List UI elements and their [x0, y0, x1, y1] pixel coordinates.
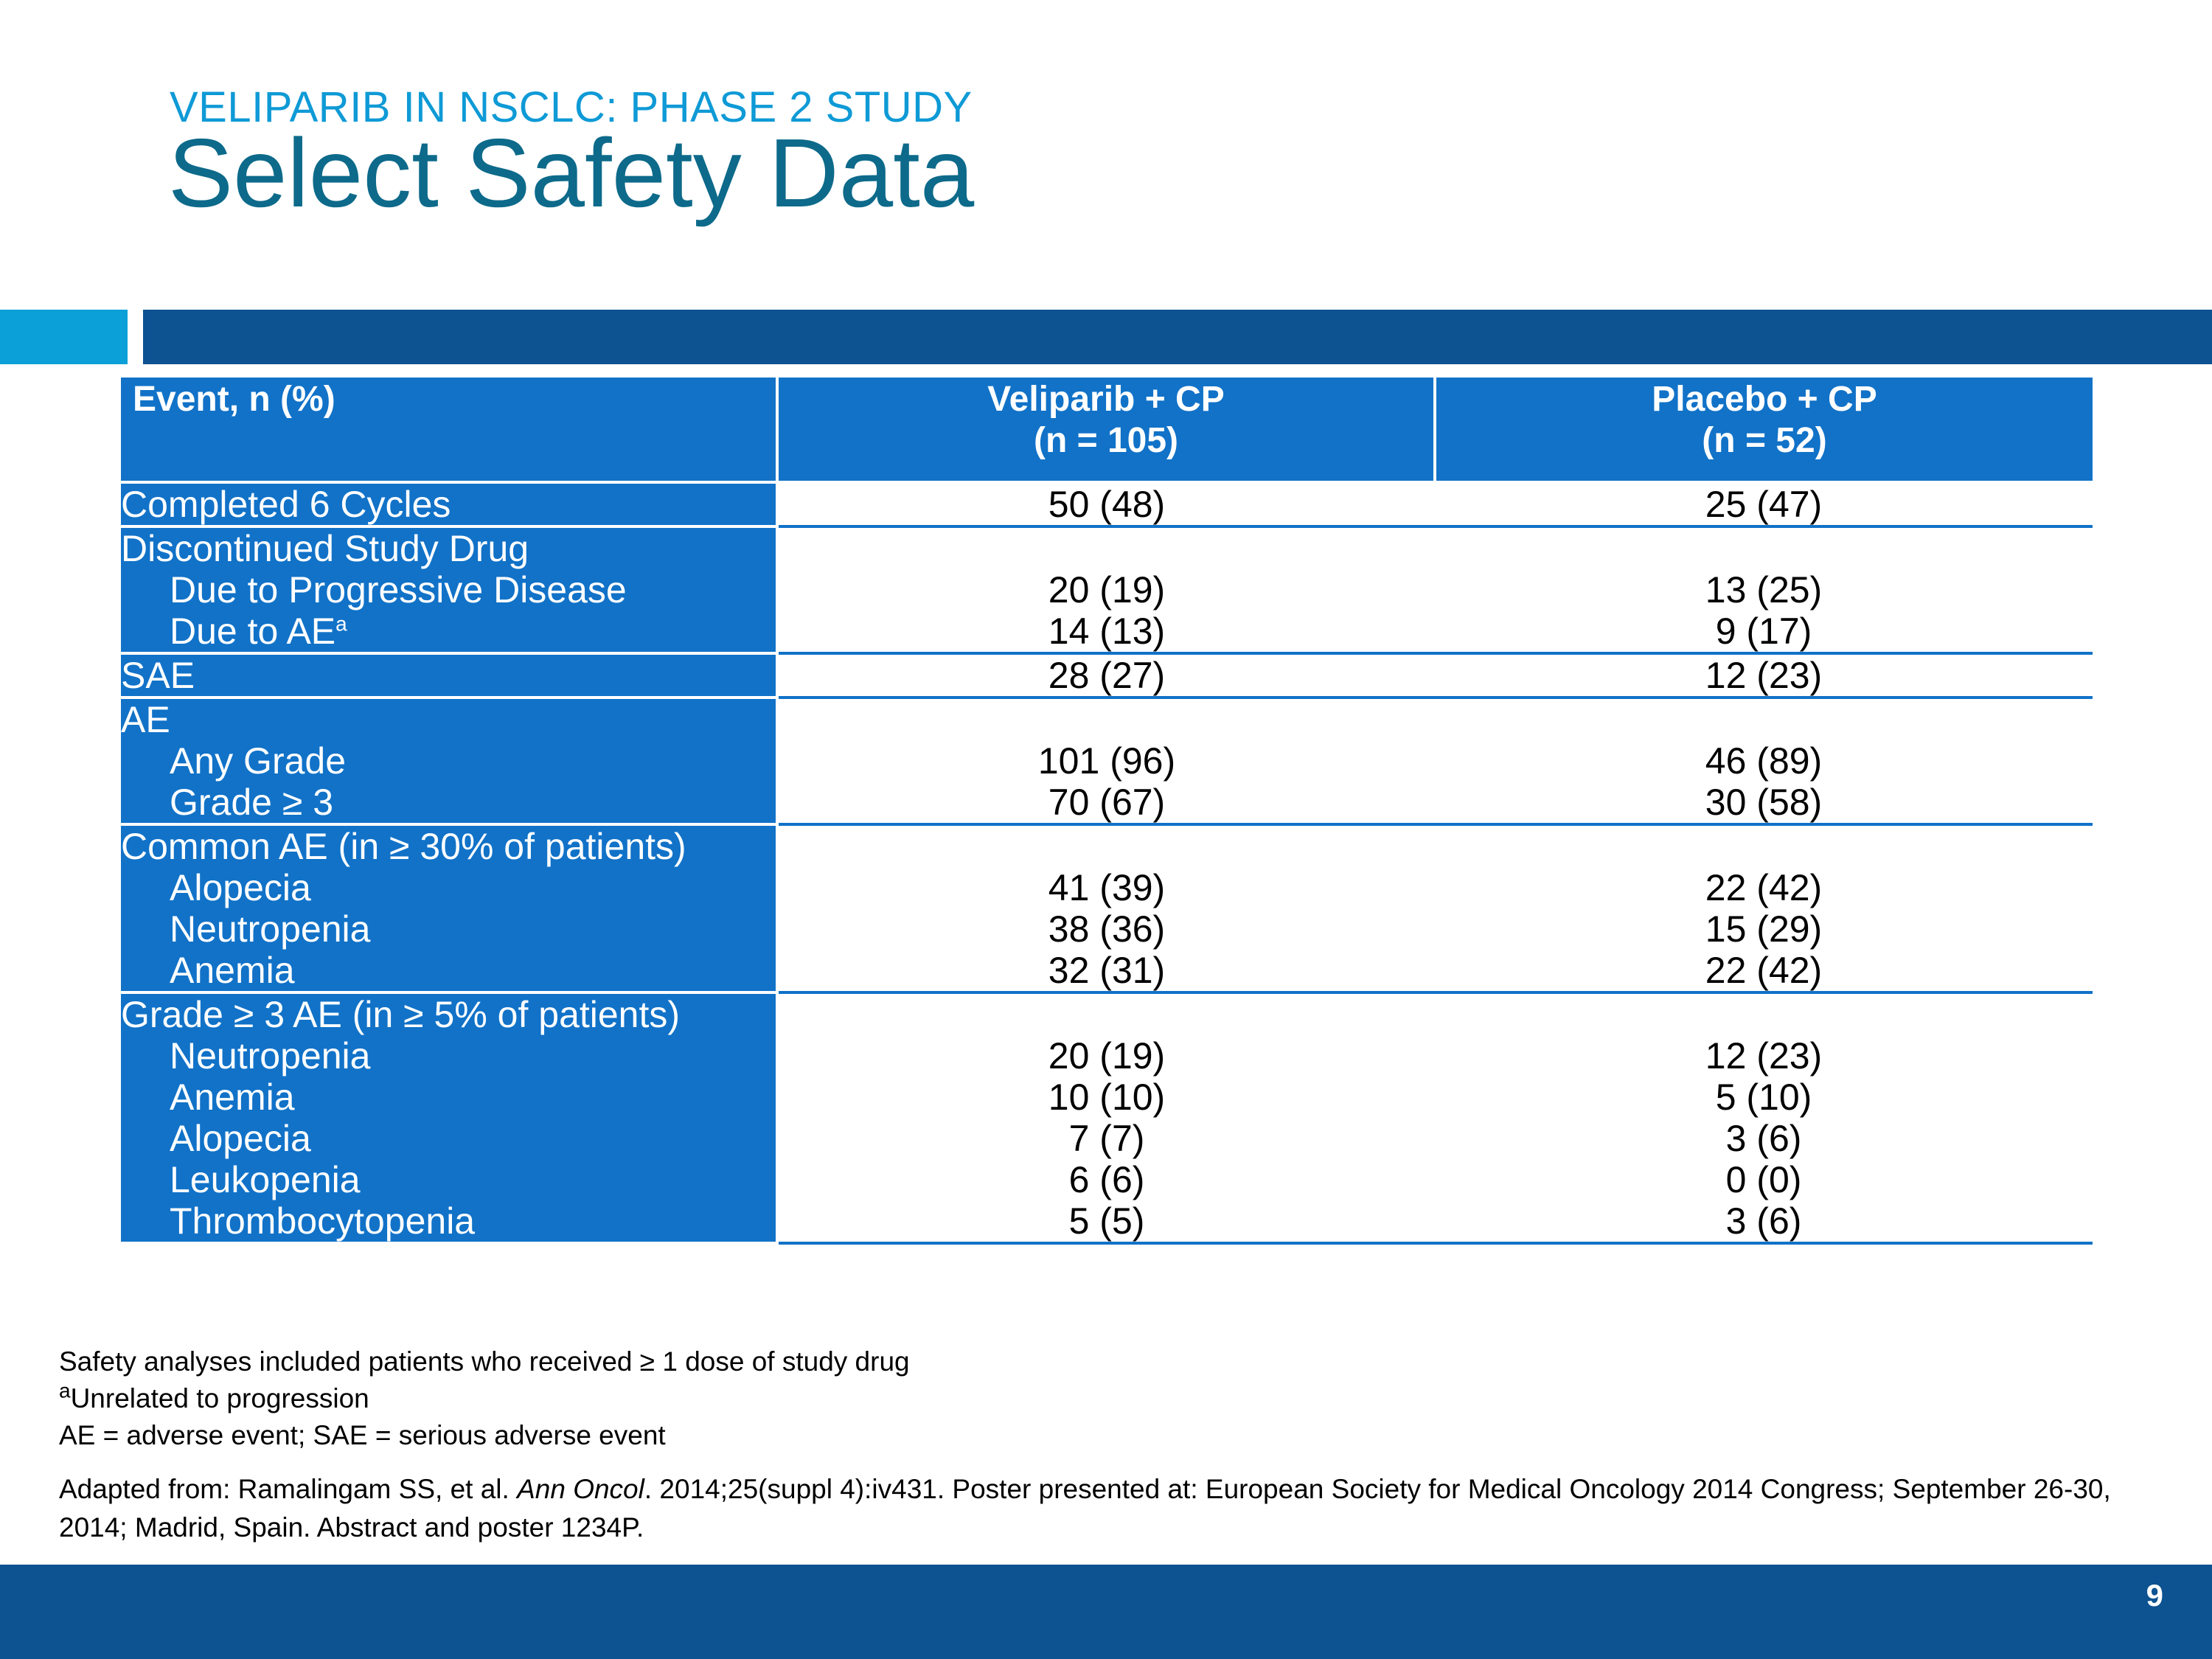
value-text: 5 (5) [1068, 1200, 1145, 1242]
row-label [121, 992, 777, 1243]
value-text: 0 (0) [1725, 1159, 1802, 1200]
veliparib-value [777, 653, 1435, 698]
value-text: 6 (6) [1068, 1159, 1145, 1200]
sub-label-text: Due to AE [170, 611, 336, 652]
sub-label: Any Grade [170, 740, 347, 782]
value-text: 22 (42) [1705, 867, 1823, 908]
sub-label: Anemia [170, 950, 295, 991]
value-text: 25 (47) [1705, 484, 1823, 525]
table-row [121, 698, 2093, 824]
row-label-text: AE [121, 699, 170, 740]
reference-suffix: . 2014;25(suppl 4):iv431. Poster presented at: European Society for Medical Oncology 2014 Congress; September 26-30, 2014; Madrid, Spain. Abstract and poster 1234P. [59, 1474, 2111, 1543]
sub-label: Alopecia [170, 867, 311, 908]
row-label [121, 824, 777, 992]
placebo-value [1435, 992, 2093, 1243]
sub-label: Due to Progressive Disease [170, 569, 627, 611]
table-header-row [121, 378, 2093, 482]
footnote-abbreviations: AE = adverse event; SAE = serious adverse event [59, 1420, 666, 1450]
accent-bar-light [0, 310, 128, 364]
sub-label: Alopecia [170, 1118, 311, 1159]
page-number: 9 [2146, 1578, 2163, 1613]
veliparib-value [777, 698, 1435, 824]
placebo-value [1435, 482, 2093, 526]
value-text: 13 (25) [1705, 569, 1823, 611]
footnote-a-text: Unrelated to progression [70, 1383, 369, 1413]
safety-data-table [121, 378, 2093, 1245]
row-label [121, 653, 777, 698]
value-text: 7 (7) [1068, 1118, 1145, 1159]
value-text: 46 (89) [1705, 740, 1823, 782]
sub-label: Anemia [170, 1077, 295, 1118]
header-placebo-name: Placebo + CP [1652, 380, 1877, 419]
slide-subtitle: VELIPARIB IN NSCLC: PHASE 2 STUDY [170, 83, 973, 131]
value-text: 22 (42) [1705, 950, 1823, 991]
value-text: 70 (67) [1048, 782, 1166, 823]
footnotes [59, 1343, 910, 1454]
value-text: 41 (39) [1048, 867, 1166, 908]
value-text: 101 (96) [1037, 740, 1176, 782]
row-label [121, 482, 777, 526]
reference-journal: Ann Oncol [517, 1474, 644, 1504]
header-placebo-n: (n = 52) [1702, 421, 1827, 460]
value-text: 3 (6) [1725, 1200, 1802, 1242]
header-event: Event, n (%) [121, 378, 777, 482]
value-text: 12 (23) [1705, 1035, 1823, 1077]
value-text: 15 (29) [1705, 908, 1823, 950]
value-text: 20 (19) [1048, 569, 1166, 611]
table-row [121, 824, 2093, 992]
row-label [121, 526, 777, 653]
placebo-value [1435, 824, 2093, 992]
value-text: 3 (6) [1725, 1118, 1802, 1159]
value-text: 10 (10) [1048, 1077, 1166, 1118]
row-label-text: Completed 6 Cycles [121, 484, 451, 525]
header-veliparib-name: Veliparib + CP [987, 380, 1225, 419]
table-row [121, 482, 2093, 526]
reference-prefix: Adapted from: Ramalingam SS, et al. [59, 1474, 518, 1504]
accent-bar-dark [143, 310, 2212, 364]
value-text: 20 (19) [1048, 1035, 1166, 1077]
sub-label: Neutropenia [170, 1035, 371, 1077]
value-text: 38 (36) [1048, 908, 1166, 950]
footnote-marker: a [335, 612, 347, 636]
row-label-text: Grade ≥ 3 AE (in ≥ 5% of patients) [121, 994, 681, 1035]
header-veliparib-n: (n = 105) [1033, 421, 1179, 460]
reference-citation [59, 1470, 2124, 1547]
value-text: 5 (10) [1715, 1077, 1812, 1118]
row-label [121, 698, 777, 824]
header-veliparib [777, 378, 1435, 482]
sub-label: Neutropenia [170, 908, 371, 950]
placebo-value [1435, 698, 2093, 824]
value-text: 9 (17) [1715, 611, 1812, 652]
value-text: 50 (48) [1048, 484, 1166, 525]
veliparib-value [777, 992, 1435, 1243]
value-text: 32 (31) [1048, 950, 1166, 991]
row-label-text: Discontinued Study Drug [121, 528, 529, 569]
value-text: 28 (27) [1048, 655, 1166, 696]
row-label-text: Common AE (in ≥ 30% of patients) [121, 826, 686, 867]
sub-label: Leukopenia [170, 1159, 361, 1200]
footnote-a [59, 1380, 910, 1417]
value-text: 14 (13) [1048, 611, 1166, 652]
veliparib-value [777, 526, 1435, 653]
veliparib-value [777, 824, 1435, 992]
sub-label: Grade ≥ 3 [170, 782, 333, 823]
sub-label [121, 611, 776, 652]
footnote-marker: a [59, 1379, 71, 1402]
value-text: 30 (58) [1705, 782, 1823, 823]
veliparib-value [777, 482, 1435, 526]
row-label-text: SAE [121, 655, 195, 696]
sub-label: Thrombocytopenia [170, 1200, 476, 1242]
footnote-safety: Safety analyses included patients who received ≥ 1 dose of study drug [59, 1346, 910, 1377]
table-row [121, 653, 2093, 698]
table-row [121, 526, 2093, 653]
placebo-value [1435, 526, 2093, 653]
table-row [121, 992, 2093, 1243]
value-text: 12 (23) [1705, 655, 1823, 696]
footer-bar [0, 1565, 2212, 1659]
placebo-value [1435, 653, 2093, 698]
header-placebo [1435, 378, 2093, 482]
slide-title: Select Safety Data [168, 119, 975, 227]
